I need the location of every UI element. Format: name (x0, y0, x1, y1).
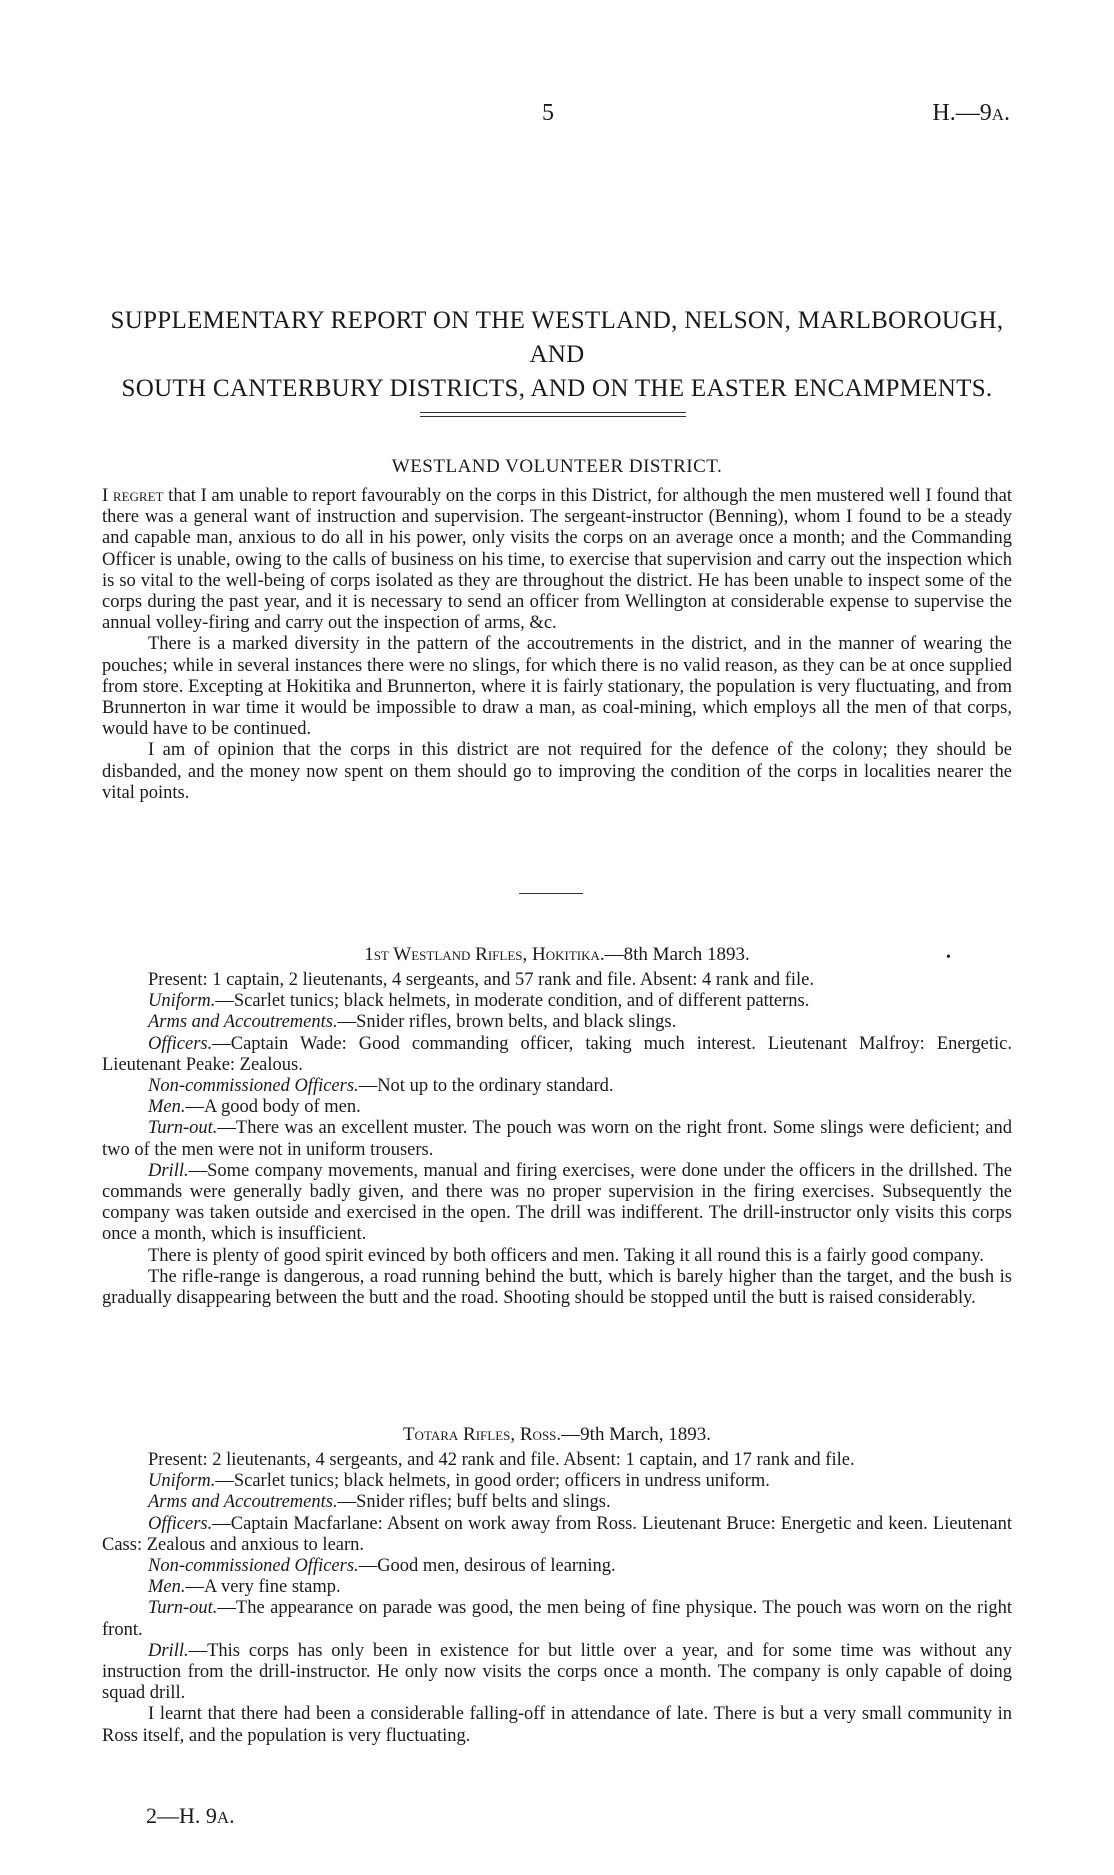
section-divider (519, 893, 583, 894)
present-line: Present: 1 captain, 2 lieutenants, 4 sergeants, and 57 rank and file. Absent: 4 rank and file. (148, 970, 814, 990)
report-title-line-1: SUPPLEMENTARY REPORT ON THE WESTLAND, NELSON, MARLBOROUGH, AND (110, 307, 1004, 368)
corps-section-totara-rifles (102, 1450, 1012, 1747)
document-reference: H.—9A. (932, 100, 1010, 126)
intro-paragraph-2: There is a marked diversity in the pattern of the accoutrements in the district, and in the manner of wearing the pouches; while in several instances there were no slings, for which there is no valid reason, as they can be at once supplied from store. Excepting at Hokitika and Brunnerton, where it is fairly stationary, the population is very fluctuating, and from Brunnerton in war time it would be impossible to draw a man, as coal-mining, which employs all the men of that corps, would have to be continued. (102, 634, 1012, 740)
nco-line: Non-commissioned Officers.—Good men, desirous of learning. (148, 1556, 616, 1577)
attendance-line: I learnt that there had been a considerable falling-off in attendance of late. There is but a very small community in Ross itself, and the population is very fluctuating. (102, 1704, 1012, 1746)
officers-line: Officers.—Captain Macfarlane: Absent on work away from Ross. Lieutenant Bruce: Energetic and keen. Lieutenant Cass: Zealous and anxious to learn. (102, 1513, 1012, 1555)
signature-mark: 2—H. 9A. (146, 1803, 235, 1828)
uniform-line: Uniform.—Scarlet tunics; black helmets, in good order; officers in undress uniform. (148, 1471, 770, 1492)
uniform-line: Uniform.—Scarlet tunics; black helmets, in moderate condition, and of different patterns. (148, 991, 810, 1012)
report-title-line-2: SOUTH CANTERBURY DISTRICTS, AND ON THE EASTER ENCAMPMENTS. (121, 375, 993, 402)
intro-paragraph-1: I regret that I am unable to report favourably on the corps in this District, for although the men mustered well I found that there was a general want of instruction and supervision. The sergeant-instructor (Benning), whom I found to be a steady and capable man, anxious to do all in his power, only visits the corps on an average once a month; and the Commanding Officer is unable, owing to the calls of business on his time, to exercise that supervision and carry out the inspection which is so vital to the well-being of corps isolated as they are throughout the district. He has been unable to inspect some of the corps during the past year, and it is necessary to send an officer from Wellington at considerable expense to supervise the annual volley-firing and carry out the inspection of arms, &c. (102, 486, 1012, 634)
intro-paragraph-3: I am of opinion that the corps in this district are not required for the defence of the colony; they should be disbanded, and the money now spent on them should go to improving the condition of the corps in localities nearer the vital points. (102, 740, 1012, 803)
present-line: Present: 2 lieutenants, 4 sergeants, and 42 rank and file. Absent: 1 captain, and 17 rank and file. (148, 1450, 855, 1470)
arms-line: Arms and Accoutrements.—Snider rifles, brown belts, and black slings. (148, 1012, 677, 1033)
page-header (102, 100, 1012, 130)
range-line: The rifle-range is dangerous, a road running behind the butt, which is barely higher than the target, and the bush is gradually disappearing between the butt and the road. Shooting should be stopped until the butt is raised considerably. (102, 1266, 1012, 1309)
turnout-line: Turn-out.—The appearance on parade was good, the men being of fine physique. The pouch was worn on the right front. (102, 1598, 1012, 1640)
district-heading: WESTLAND VOLUNTEER DISTRICT. (391, 456, 723, 477)
men-line: Men.—A good body of men. (148, 1097, 361, 1118)
nco-line: Non-commissioned Officers.—Not up to the ordinary standard. (148, 1076, 614, 1097)
arms-line: Arms and Accoutrements.—Snider rifles; buff belts and slings. (148, 1492, 611, 1513)
report-title (102, 304, 1012, 406)
intro-section (102, 486, 1012, 804)
men-line: Men.—A very fine stamp. (148, 1577, 341, 1598)
corps-heading-totara-rifles: Totara Rifles, Ross.—9th March, 1893. (402, 1424, 712, 1445)
drill-line: Drill.—Some company movements, manual and firing exercises, were done under the officers in the drillshed. The commands were generally badly given, and there was no proper supervision in the firing exercises. Subsequently the company was taken outside and exercised in the open. The drill was indifferent. The drill-instructor only visits this corps once a month, which is insufficient. (102, 1160, 1012, 1245)
spirit-line: There is plenty of good spirit evinced by both officers and men. Taking it all round this is a fairly good company. (148, 1245, 984, 1266)
corps-section-westland-rifles (102, 970, 1012, 1309)
margin-mark: • (946, 950, 951, 965)
title-divider (420, 412, 686, 417)
drill-line: Drill.—This corps has only been in existence for but little over a year, and for some time was without any instruction from the drill-instructor. He only now visits the corps once a month. The company is only capable of doing squad drill. (102, 1640, 1012, 1704)
officers-line: Officers.—Captain Wade: Good commanding officer, taking much interest. Lieutenant Malfroy: Energetic. Lieutenant Peake: Zealous. (102, 1033, 1012, 1075)
corps-heading-westland-rifles: 1st Westland Rifles, Hokitika.—8th March 1893. (364, 944, 750, 965)
turnout-line: Turn-out.—There was an excellent muster. The pouch was worn on the right front. Some slings were deficient; and two of the men were not in uniform trousers. (102, 1118, 1012, 1160)
page-number: 5 (542, 100, 554, 126)
